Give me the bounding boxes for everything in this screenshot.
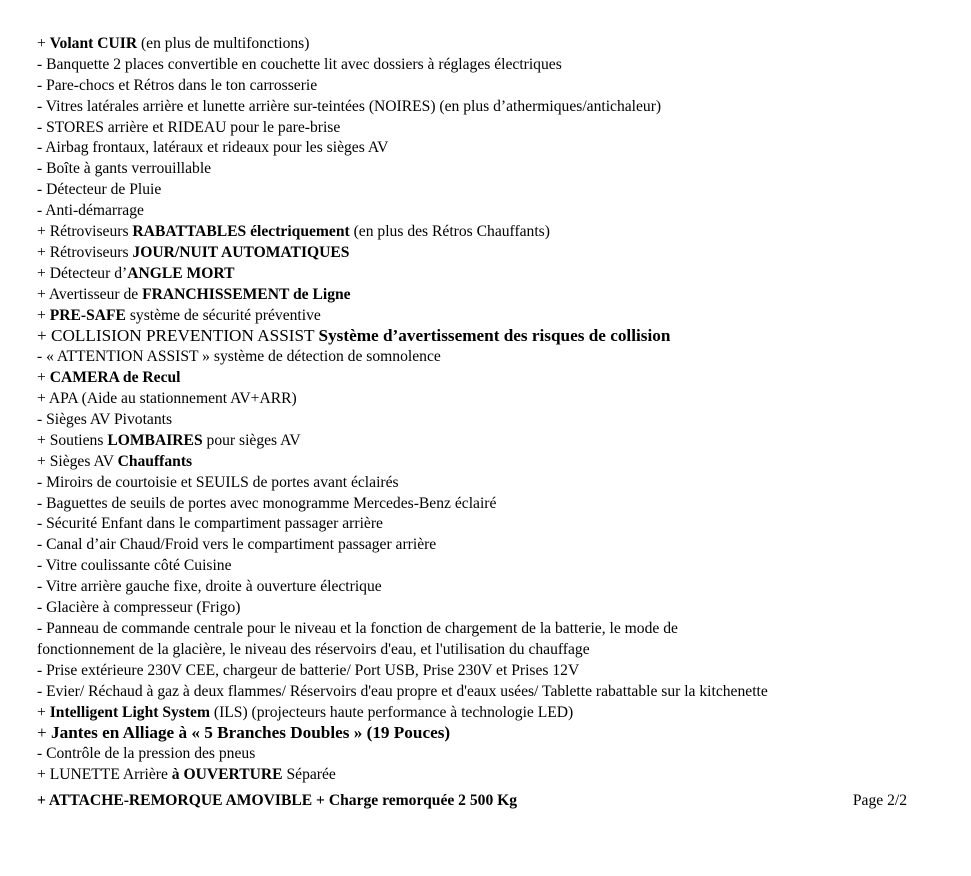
feature-text: - Sièges AV Pivotants	[37, 411, 173, 429]
feature-line	[37, 367, 967, 388]
feature-text: Séparée	[282, 766, 336, 784]
feature-text: (en plus des Rétros Chauffants)	[349, 223, 550, 241]
feature-text: +	[37, 369, 50, 387]
feature-text: + APA (Aide au stationnement AV+ARR)	[37, 390, 297, 408]
feature-line	[37, 660, 967, 681]
feature-text: (ILS) (projecteurs haute performance à technologie LED)	[209, 703, 574, 721]
feature-text: - Boîte à gants verrouillable	[37, 160, 212, 178]
feature-line	[37, 618, 967, 639]
feature-text: - Sécurité Enfant dans le compartiment passager arrière	[37, 515, 383, 533]
feature-line	[37, 284, 967, 305]
feature-text: - Miroirs de courtoisie et SEUILS de portes avant éclairés	[37, 473, 399, 491]
footer-feature-line	[37, 790, 517, 811]
feature-line	[37, 472, 967, 493]
feature-line	[37, 743, 967, 764]
feature-text: - STORES arrière et RIDEAU pour le pare-brise	[37, 118, 341, 136]
feature-line	[37, 54, 967, 75]
feature-line	[37, 179, 967, 200]
feature-text: + Sièges AV	[37, 452, 118, 470]
feature-line	[37, 639, 967, 660]
feature-line	[37, 702, 967, 723]
feature-text: + Avertisseur de	[37, 285, 143, 303]
feature-line	[37, 388, 967, 409]
feature-line	[37, 137, 967, 158]
feature-text: - Airbag frontaux, latéraux et rideaux pour les sièges AV	[37, 139, 389, 157]
feature-line	[37, 409, 967, 430]
feature-text: - Vitre arrière gauche fixe, droite à ouverture électrique	[37, 578, 382, 596]
feature-text-bold: Chauffants	[117, 452, 193, 470]
feature-text: + LUNETTE Arrière	[37, 766, 172, 784]
feature-text-bold: à OUVERTURE	[171, 766, 283, 784]
feature-text-bold: Intelligent Light System	[49, 703, 210, 721]
footer-row	[37, 790, 907, 811]
feature-text-bold: JOUR/NUIT AUTOMATIQUES	[132, 243, 350, 261]
feature-list	[37, 33, 967, 785]
feature-text: - Pare-chocs et Rétros dans le ton carrosserie	[37, 76, 318, 94]
feature-text: +	[37, 35, 50, 52]
feature-text: + Soutiens	[37, 431, 108, 449]
feature-text: - Banquette 2 places convertible en couchette lit avec dossiers à réglages électriques	[37, 55, 562, 73]
feature-text: +	[37, 306, 50, 324]
page-number: Page 2/2	[852, 792, 907, 809]
feature-line	[37, 681, 967, 702]
feature-text: - Détecteur de Pluie	[37, 181, 162, 199]
feature-line	[37, 305, 967, 326]
feature-line	[37, 722, 967, 743]
feature-line	[37, 263, 967, 284]
feature-text: - Baguettes de seuils de portes avec monogramme Mercedes-Benz éclairé	[37, 494, 497, 512]
feature-text: - Canal d’air Chaud/Froid vers le compartiment passager arrière	[37, 536, 437, 554]
feature-text-bold: Jantes en Alliage à « 5 Branches Doubles » (19 Pouces)	[51, 723, 451, 743]
feature-line	[37, 576, 967, 597]
feature-line	[37, 33, 967, 54]
feature-text: + Rétroviseurs	[37, 223, 133, 241]
feature-text-bold: ANGLE MORT	[127, 264, 235, 282]
feature-text-bold: RABATTABLES électriquement	[132, 223, 350, 241]
feature-line	[37, 430, 967, 451]
feature-text-bold: FRANCHISSEMENT de Ligne	[142, 285, 351, 303]
feature-text: - Anti-démarrage	[37, 202, 144, 220]
feature-text: - Glacière à compresseur (Frigo)	[37, 599, 241, 617]
feature-line	[37, 221, 967, 242]
feature-text: +	[37, 703, 50, 721]
feature-line	[37, 158, 967, 179]
feature-text: + Rétroviseurs	[37, 243, 133, 261]
feature-text: système de sécurité préventive	[125, 306, 321, 324]
feature-text: - Panneau de commande centrale pour le niveau et la fonction de chargement de la batterie, le mode de	[37, 619, 678, 637]
feature-text: - « ATTENTION ASSIST » système de détection de somnolence	[37, 348, 441, 366]
feature-text: - Evier/ Réchaud à gaz à deux flammes/ Réservoirs d'eau propre et d'eaux usées/ Tablette rabattable sur la kitchenette	[37, 682, 768, 700]
feature-text-bold: LOMBAIRES	[107, 431, 203, 449]
feature-line	[37, 534, 967, 555]
feature-line	[37, 200, 967, 221]
feature-text-bold: PRE-SAFE	[49, 306, 126, 324]
feature-text: pour sièges AV	[202, 431, 301, 449]
feature-text: +	[37, 723, 51, 743]
feature-line	[37, 513, 967, 534]
feature-text: + Détecteur d’	[37, 264, 128, 282]
feature-line	[37, 75, 967, 96]
feature-line	[37, 451, 967, 472]
feature-line	[37, 597, 967, 618]
feature-text: - Contrôle de la pression des pneus	[37, 745, 256, 763]
feature-line	[37, 764, 967, 785]
feature-text: fonctionnement de la glacière, le niveau des réservoirs d'eau, et l'utilisation du chauffage	[37, 640, 590, 658]
feature-line	[37, 555, 967, 576]
feature-text: - Vitres latérales arrière et lunette arrière sur-teintées (NOIRES) (en plus d’athermiques/antichaleur)	[37, 97, 662, 115]
feature-line	[37, 242, 967, 263]
feature-text-bold: CAMERA de Recul	[49, 369, 181, 387]
feature-text: (en plus de multifonctions)	[137, 35, 310, 52]
feature-line	[37, 117, 967, 138]
feature-text: + COLLISION PREVENTION ASSIST	[37, 326, 319, 346]
feature-text-bold: + ATTACHE-REMORQUE AMOVIBLE + Charge remorquée 2 500 Kg	[37, 792, 518, 809]
feature-text-bold: Volant CUIR	[49, 35, 138, 52]
feature-line	[37, 346, 967, 367]
feature-text: - Prise extérieure 230V CEE, chargeur de batterie/ Port USB, Prise 230V et Prises 12V	[37, 661, 580, 679]
feature-text: - Vitre coulissante côté Cuisine	[37, 557, 232, 575]
feature-line	[37, 325, 967, 346]
feature-line	[37, 493, 967, 514]
feature-line	[37, 96, 967, 117]
feature-text-bold: Système d’avertissement des risques de collision	[318, 326, 671, 346]
